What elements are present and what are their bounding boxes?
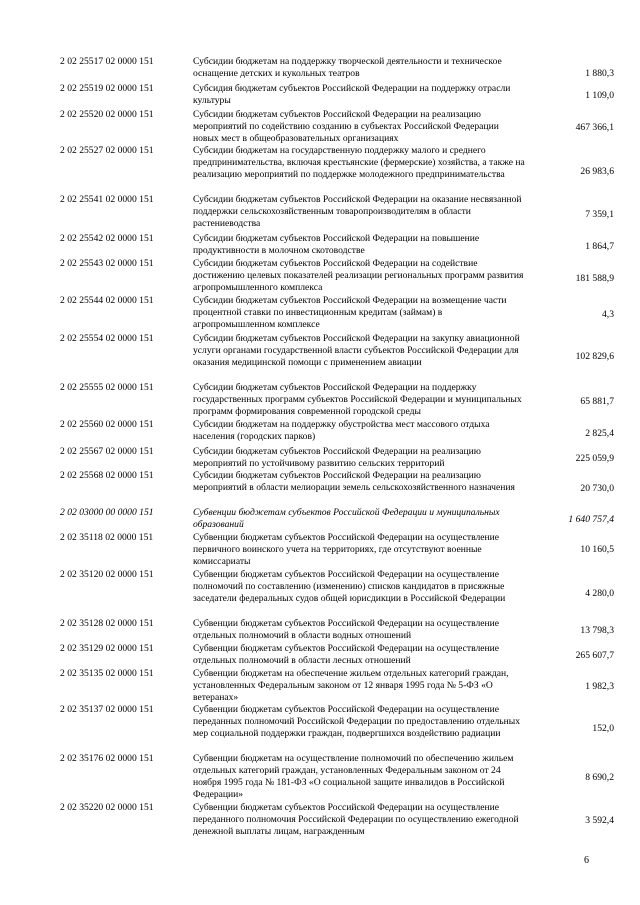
budget-code: 2 02 03000 00 0000 151 — [60, 507, 154, 518]
row-description: Субсидии бюджетам на поддержку обустройства мест массового отдыха населения (городских парков) — [193, 419, 490, 442]
row-amount: 1 640 757,4 — [568, 514, 614, 525]
row-description: Субсидии бюджетам субъектов Российской Федерации на оказание несвязанной поддержки сельскохозяйственным товаропроизводителям в области растениеводства — [193, 194, 522, 229]
row-amount: 1 109,0 — [585, 90, 614, 101]
row-amount: 10 160,5 — [580, 544, 614, 555]
budget-code: 2 02 35120 02 0000 151 — [60, 569, 154, 580]
row-amount: 8 690,2 — [585, 772, 614, 783]
page-number: 6 — [584, 855, 589, 866]
budget-code: 2 02 35137 02 0000 151 — [60, 704, 154, 715]
row-description: Субсидии бюджетам на государственную поддержку малого и среднего предпринимательства, включая крестьянские (фермерские) хозяйства, а также на реализацию мероприятий по поддержке молодежного предпринимательства — [193, 145, 525, 180]
row-amount: 65 881,7 — [580, 396, 614, 407]
row-amount: 26 983,6 — [580, 166, 614, 177]
row-amount: 7 359,1 — [585, 209, 614, 220]
budget-code: 2 02 25543 02 0000 151 — [60, 258, 154, 269]
budget-code: 2 02 35128 02 0000 151 — [60, 618, 154, 629]
row-description: Субсидии бюджетам субъектов Российской Федерации на повышение продуктивности в молочном скотоводстве — [193, 233, 480, 256]
row-amount: 265 607,7 — [575, 650, 614, 661]
row-amount: 152,0 — [592, 723, 614, 734]
budget-code: 2 02 25542 02 0000 151 — [60, 233, 154, 244]
row-amount: 467 366,1 — [575, 122, 614, 133]
row-amount: 1 880,3 — [585, 68, 614, 79]
row-amount: 13 798,3 — [580, 625, 614, 636]
budget-code: 2 02 35220 02 0000 151 — [60, 802, 154, 813]
budget-code: 2 02 25541 02 0000 151 — [60, 194, 154, 205]
row-description: Субсидии бюджетам субъектов Российской Федерации на реализацию мероприятий по устойчивому развитию сельских территорий — [193, 446, 481, 469]
budget-code: 2 02 25520 02 0000 151 — [60, 109, 154, 120]
row-description: Субсидии бюджетам субъектов Российской Федерации на реализацию мероприятий по содействию созданию в субъектах Российской Федерации новых мест в общеобразовательных организациях — [193, 109, 499, 144]
budget-code: 2 02 35129 02 0000 151 — [60, 643, 154, 654]
row-description: Субсидии бюджетам субъектов Российской Федерации на поддержку государственных программ субъектов Российской Федерации и муниципальных программ формирования современной городской среды — [193, 382, 522, 417]
row-description: Субвенции бюджетам субъектов Российской Федерации на осуществление первичного воинского учета на территориях, где отсутствуют военные комиссариаты — [193, 532, 500, 567]
budget-code: 2 02 25544 02 0000 151 — [60, 295, 154, 306]
budget-code: 2 02 25517 02 0000 151 — [60, 56, 154, 67]
row-description: Субвенции бюджетам субъектов Российской Федерации на осуществление переданного полномочия Российской Федерации по осуществлению ежегодной денежной выплаты лицам, награжденным — [193, 802, 519, 837]
row-amount: 2 825,4 — [585, 428, 614, 439]
row-description: Субвенции бюджетам субъектов Российской Федерации на осуществление отдельных полномочий в области водных отношений — [193, 618, 500, 641]
row-amount: 102 829,6 — [575, 351, 614, 362]
row-description: Субвенции бюджетам субъектов Российской Федерации на осуществление отдельных полномочий в области лесных отношений — [193, 643, 500, 666]
budget-code: 2 02 35176 02 0000 151 — [60, 753, 154, 764]
row-amount: 225 059,9 — [575, 453, 614, 464]
row-description: Субвенции бюджетам субъектов Российской Федерации на осуществление полномочий по составлению (изменению) списков кандидатов в присяжные заседатели федеральных судов общей юрисдикции в Российской Федерации — [193, 569, 506, 604]
row-description: Субсидии бюджетам субъектов Российской Федерации на реализацию мероприятий в области мелиорации земель сельскохозяйственного назначения — [193, 470, 515, 493]
row-amount: 20 730,0 — [580, 483, 614, 494]
row-description: Субвенции бюджетам на обеспечение жильем отдельных категорий граждан, установленных Федеральным законом от 12 января 1995 года № 5-ФЗ «О ветеранах» — [193, 668, 509, 703]
budget-code: 2 02 25555 02 0000 151 — [60, 382, 154, 393]
row-description: Субсидии бюджетам на поддержку творческой деятельности и техническое оснащение детских и кукольных театров — [193, 56, 502, 79]
budget-code: 2 02 25519 02 0000 151 — [60, 83, 154, 94]
budget-code: 2 02 25567 02 0000 151 — [60, 446, 154, 457]
row-amount: 1 864,7 — [585, 241, 614, 252]
budget-code: 2 02 35135 02 0000 151 — [60, 668, 154, 679]
row-description: Субсидия бюджетам субъектов Российской Федерации на поддержку отрасли культуры — [193, 83, 511, 106]
row-amount: 181 588,9 — [575, 273, 614, 284]
row-description: Субвенции бюджетам на осуществление полномочий по обеспечению жильем отдельных категорий граждан, установленных Федеральным законом от 24 ноября 1995 года № 181-ФЗ «О социальной защите инвалидов в Российской Федерации» — [193, 753, 514, 800]
row-description: Субвенции бюджетам субъектов Российской Федерации и муниципальных образований — [193, 507, 500, 530]
budget-code: 2 02 25554 02 0000 151 — [60, 333, 154, 344]
budget-code: 2 02 25560 02 0000 151 — [60, 419, 154, 430]
row-description: Субсидии бюджетам субъектов Российской Федерации на содействие достижению целевых показателей реализации региональных программ развития агропромышленного комплекса — [193, 258, 524, 293]
budget-code: 2 02 25527 02 0000 151 — [60, 145, 154, 156]
row-description: Субвенции бюджетам субъектов Российской Федерации на осуществление переданных полномочий Российской Федерации по предоставлению отдельных мер социальной поддержки граждан, подвергшихся воздействию радиации — [193, 704, 521, 739]
row-description: Субсидии бюджетам субъектов Российской Федерации на закупку авиационной услуги органами государственной власти субъектов Российской Федерации для оказания медицинской помощи с применением авиации — [193, 333, 520, 368]
row-amount: 1 982,3 — [585, 681, 614, 692]
row-amount: 4,3 — [602, 309, 614, 320]
row-amount: 3 592,4 — [585, 815, 614, 826]
row-amount: 4 280,0 — [585, 588, 614, 599]
row-description: Субсидии бюджетам субъектов Российской Федерации на возмещение части процентной ставки по инвестиционным кредитам (займам) в агропромышленном комплексе — [193, 295, 507, 330]
budget-code: 2 02 25568 02 0000 151 — [60, 470, 154, 481]
budget-code: 2 02 35118 02 0000 151 — [60, 532, 154, 543]
